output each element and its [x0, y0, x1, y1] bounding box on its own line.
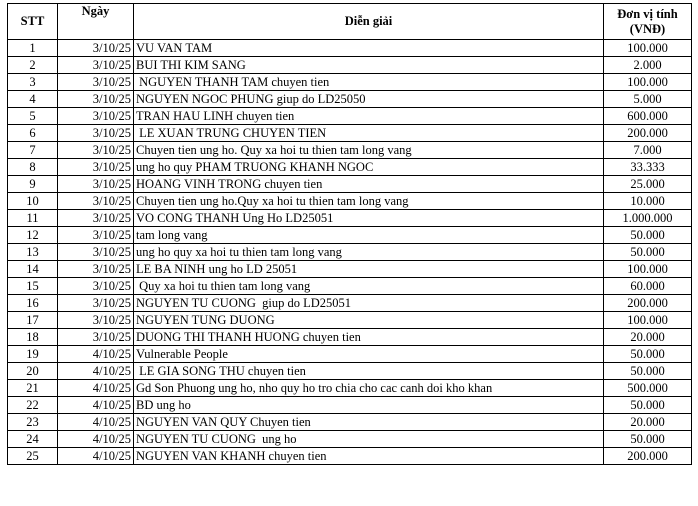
cell-date: 4/10/25: [58, 431, 134, 448]
cell-stt: 3: [8, 74, 58, 91]
cell-amount: 1.000.000: [604, 210, 692, 227]
cell-description: ung ho quy PHAM TRUONG KHANH NGOC: [134, 159, 604, 176]
cell-description: NGUYEN THANH TAM chuyen tien: [134, 74, 604, 91]
cell-stt: 8: [8, 159, 58, 176]
cell-amount: 25.000: [604, 176, 692, 193]
cell-date: 3/10/25: [58, 176, 134, 193]
table-row: [8, 380, 692, 397]
cell-description: LE XUAN TRUNG CHUYEN TIEN: [134, 125, 604, 142]
table-row: [8, 210, 692, 227]
table-row: [8, 142, 692, 159]
cell-amount: 100.000: [604, 74, 692, 91]
cell-amount: 500.000: [604, 380, 692, 397]
cell-amount: 50.000: [604, 431, 692, 448]
cell-date: 4/10/25: [58, 380, 134, 397]
cell-date: 4/10/25: [58, 448, 134, 465]
cell-date: 3/10/25: [58, 91, 134, 108]
table-row: [8, 74, 692, 91]
cell-stt: 23: [8, 414, 58, 431]
cell-date: 3/10/25: [58, 261, 134, 278]
cell-description: NGUYEN VAN KHANH chuyen tien: [134, 448, 604, 465]
cell-stt: 12: [8, 227, 58, 244]
cell-date: 4/10/25: [58, 346, 134, 363]
table-row: [8, 363, 692, 380]
cell-stt: 14: [8, 261, 58, 278]
table-header: [8, 4, 692, 40]
cell-date: 3/10/25: [58, 193, 134, 210]
cell-description: NGUYEN TU CUONG giup do LD25051: [134, 295, 604, 312]
cell-date: 3/10/25: [58, 40, 134, 57]
table-row: [8, 227, 692, 244]
cell-description: Chuyen tien ung ho. Quy xa hoi tu thien tam long vang: [134, 142, 604, 159]
header-amount-currency: (VNĐ): [629, 21, 666, 36]
table-row: [8, 57, 692, 74]
donation-table: [7, 3, 692, 465]
cell-stt: 15: [8, 278, 58, 295]
cell-date: 3/10/25: [58, 227, 134, 244]
cell-date: 3/10/25: [58, 125, 134, 142]
table-row: [8, 397, 692, 414]
header-row: [8, 4, 692, 40]
cell-description: LE BA NINH ung ho LD 25051: [134, 261, 604, 278]
cell-description: NGUYEN NGOC PHUNG giup do LD25050: [134, 91, 604, 108]
cell-description: NGUYEN VAN QUY Chuyen tien: [134, 414, 604, 431]
table-row: [8, 159, 692, 176]
cell-amount: 5.000: [604, 91, 692, 108]
table-row: [8, 244, 692, 261]
cell-stt: 2: [8, 57, 58, 74]
cell-date: 3/10/25: [58, 312, 134, 329]
cell-date: 3/10/25: [58, 329, 134, 346]
cell-stt: 11: [8, 210, 58, 227]
cell-description: HOANG VINH TRONG chuyen tien: [134, 176, 604, 193]
cell-date: 3/10/25: [58, 74, 134, 91]
table-row: [8, 125, 692, 142]
cell-amount: 50.000: [604, 397, 692, 414]
cell-stt: 22: [8, 397, 58, 414]
cell-date: 3/10/25: [58, 295, 134, 312]
cell-stt: 1: [8, 40, 58, 57]
cell-date: 3/10/25: [58, 210, 134, 227]
cell-stt: 24: [8, 431, 58, 448]
table-row: [8, 176, 692, 193]
table-row: [8, 431, 692, 448]
table-row: [8, 40, 692, 57]
cell-stt: 6: [8, 125, 58, 142]
cell-amount: 200.000: [604, 448, 692, 465]
cell-amount: 20.000: [604, 414, 692, 431]
cell-stt: 7: [8, 142, 58, 159]
cell-amount: 2.000: [604, 57, 692, 74]
cell-amount: 50.000: [604, 346, 692, 363]
cell-amount: 200.000: [604, 295, 692, 312]
cell-amount: 100.000: [604, 261, 692, 278]
table-row: [8, 261, 692, 278]
cell-amount: 100.000: [604, 40, 692, 57]
cell-amount: 20.000: [604, 329, 692, 346]
cell-stt: 19: [8, 346, 58, 363]
table-row: [8, 91, 692, 108]
cell-description: BD ung ho: [134, 397, 604, 414]
cell-date: 3/10/25: [58, 159, 134, 176]
cell-amount: 7.000: [604, 142, 692, 159]
cell-date: 3/10/25: [58, 108, 134, 125]
table-row: [8, 108, 692, 125]
cell-description: TRAN HAU LINH chuyen tien: [134, 108, 604, 125]
cell-amount: 50.000: [604, 363, 692, 380]
cell-amount: 100.000: [604, 312, 692, 329]
cell-description: Quy xa hoi tu thien tam long vang: [134, 278, 604, 295]
cell-amount: 200.000: [604, 125, 692, 142]
header-description: Diễn giải: [134, 4, 604, 40]
cell-description: BUI THI KIM SANG: [134, 57, 604, 74]
cell-amount: 10.000: [604, 193, 692, 210]
cell-description: Chuyen tien ung ho.Quy xa hoi tu thien tam long vang: [134, 193, 604, 210]
cell-stt: 17: [8, 312, 58, 329]
table-row: [8, 448, 692, 465]
cell-description: ung ho quy xa hoi tu thien tam long vang: [134, 244, 604, 261]
cell-stt: 21: [8, 380, 58, 397]
cell-description: LE GIA SONG THU chuyen tien: [134, 363, 604, 380]
cell-date: 4/10/25: [58, 363, 134, 380]
cell-amount: 600.000: [604, 108, 692, 125]
cell-description: Gd Son Phuong ung ho, nho quy ho tro chia cho cac canh doi kho khan: [134, 380, 604, 397]
cell-stt: 18: [8, 329, 58, 346]
table-row: [8, 414, 692, 431]
header-amount: [604, 4, 692, 40]
cell-stt: 20: [8, 363, 58, 380]
table-row: [8, 278, 692, 295]
cell-stt: 4: [8, 91, 58, 108]
table-body: [8, 40, 692, 465]
cell-description: DUONG THI THANH HUONG chuyen tien: [134, 329, 604, 346]
cell-amount: 50.000: [604, 244, 692, 261]
cell-stt: 25: [8, 448, 58, 465]
cell-description: VO CONG THANH Ung Ho LD25051: [134, 210, 604, 227]
cell-stt: 5: [8, 108, 58, 125]
header-date: Ngày: [58, 4, 134, 40]
cell-description: VU VAN TAM: [134, 40, 604, 57]
cell-amount: 50.000: [604, 227, 692, 244]
cell-amount: 60.000: [604, 278, 692, 295]
cell-description: Vulnerable People: [134, 346, 604, 363]
cell-stt: 9: [8, 176, 58, 193]
cell-description: tam long vang: [134, 227, 604, 244]
table-row: [8, 312, 692, 329]
cell-description: NGUYEN TU CUONG ung ho: [134, 431, 604, 448]
cell-description: NGUYEN TUNG DUONG: [134, 312, 604, 329]
cell-date: 3/10/25: [58, 142, 134, 159]
cell-date: 3/10/25: [58, 278, 134, 295]
cell-date: 3/10/25: [58, 244, 134, 261]
table-row: [8, 193, 692, 210]
cell-amount: 33.333: [604, 159, 692, 176]
cell-date: 4/10/25: [58, 414, 134, 431]
cell-stt: 13: [8, 244, 58, 261]
header-amount-unit: Đơn vị tính: [617, 6, 678, 21]
table-row: [8, 346, 692, 363]
cell-stt: 16: [8, 295, 58, 312]
cell-date: 4/10/25: [58, 397, 134, 414]
header-stt: STT: [8, 4, 58, 40]
table-row: [8, 295, 692, 312]
table-row: [8, 329, 692, 346]
cell-stt: 10: [8, 193, 58, 210]
cell-date: 3/10/25: [58, 57, 134, 74]
